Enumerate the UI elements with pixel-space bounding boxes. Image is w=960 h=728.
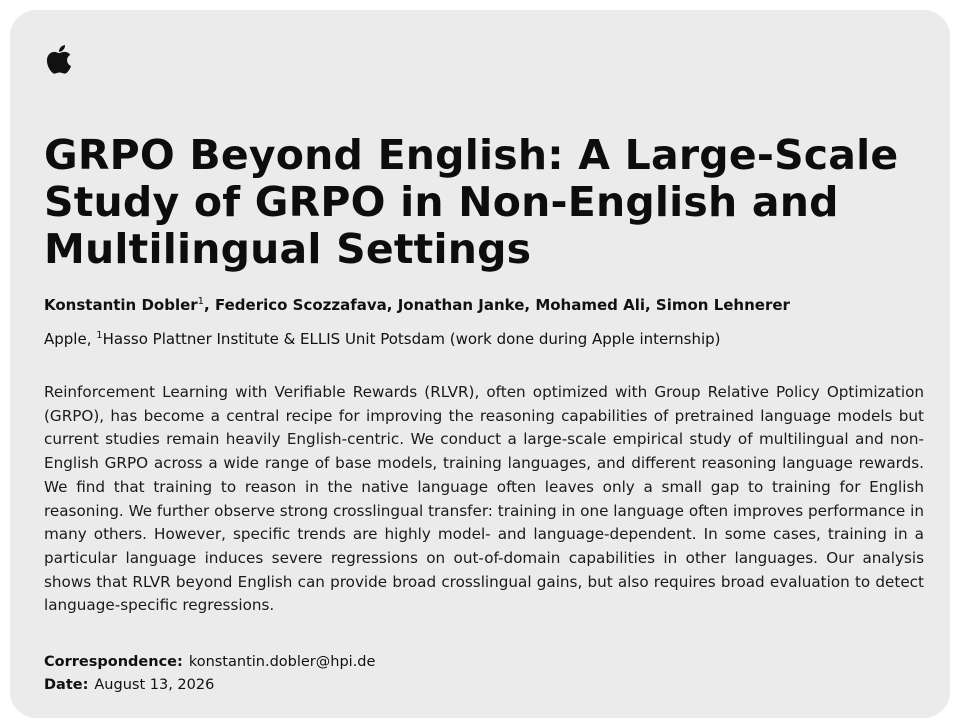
paper-card — [10, 10, 950, 718]
affiliation-secondary: Hasso Plattner Institute & ELLIS Unit Potsdam (work done during Apple internship) — [102, 330, 721, 348]
author-name: Simon Lehnerer — [655, 296, 790, 314]
author-separator: , — [204, 296, 215, 314]
date-line — [44, 674, 924, 696]
paper-title: GRPO Beyond English: A Large-Scale Study of GRPO in Non-English and Multilingual Settings — [44, 131, 899, 273]
affiliations — [44, 328, 924, 350]
correspondence-line — [44, 651, 924, 673]
date-label: Date: — [44, 677, 89, 693]
author-separator: , — [386, 296, 398, 314]
correspondence-label: Correspondence: — [44, 654, 183, 670]
author-separator: , — [524, 296, 536, 314]
date-value: August 13, 2026 — [94, 677, 215, 693]
author-list — [44, 294, 924, 316]
author-name: Konstantin Dobler — [44, 296, 198, 314]
correspondence-email[interactable]: konstantin.dobler@hpi.de — [188, 654, 376, 670]
author-separator: , — [645, 296, 656, 314]
author-name: Federico Scozzafava — [214, 296, 387, 314]
abstract-text: Reinforcement Learning with Verifiable Rewards (RLVR), often optimized with Group Relative Policy Optimization (GRPO), has become a central recipe for improving the reasoning capabilities of pretrained language models but current studies remain heavily English-centric. We conduct a large-scale empirical study of multilingual and non-English GRPO across a wide range of base models, training languages, and different reasoning language rewards. We find that training to reason in the native language often leaves only a small gap to training for English reasoning. We further observe strong crosslingual transfer: training in one language often improves performance in many others. However, specific trends are highly model- and language-dependent. In some cases, training in a particular language induces severe regressions on out-of-domain capabilities in other languages. Our analysis shows that RLVR beyond English can provide broad crosslingual gains, but also requires broad evaluation to detect language-specific regressions. — [44, 383, 924, 615]
affiliation-mark: 1 — [197, 296, 205, 307]
author-name: Jonathan Janke — [397, 296, 525, 314]
author-name: Mohamed Ali — [535, 296, 645, 314]
apple-logo-icon — [44, 44, 74, 80]
affiliation-primary: Apple, — [44, 330, 92, 348]
affiliation-mark: 1 — [96, 330, 103, 341]
